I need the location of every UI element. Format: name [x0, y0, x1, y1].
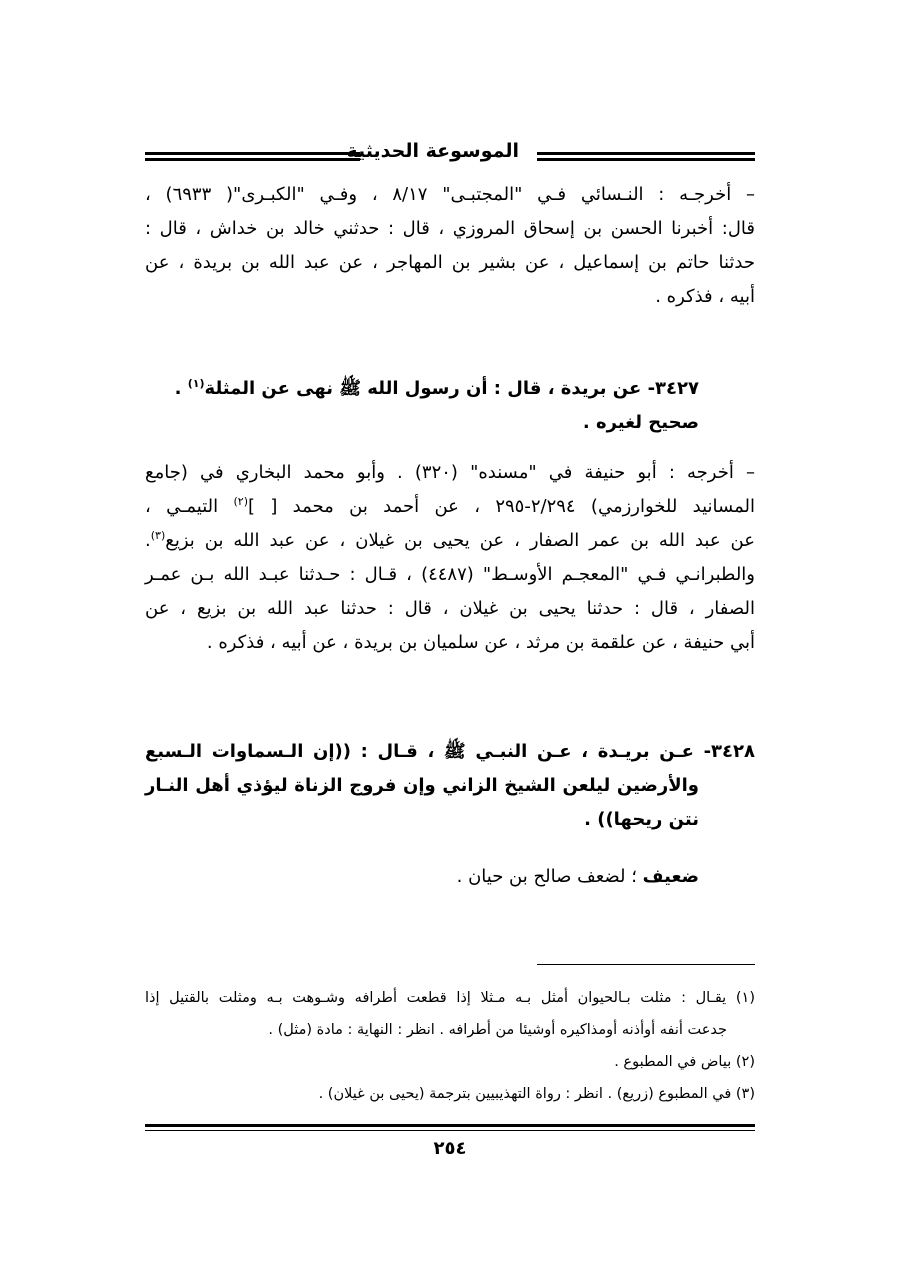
running-header-title: الموسوعة الحديثية — [343, 140, 524, 162]
footnote-separator — [537, 964, 755, 965]
footer-rule — [145, 1124, 755, 1131]
text-segment: عن عبد الله بن عمر الصفار ، عن يحيى بن غيلان ، عن عبد الله بن بزيع — [165, 530, 755, 551]
footnote-ref-2[interactable]: (٢) — [233, 495, 248, 508]
text-line: قال: أخبرنا الحسن بن إسحاق المروزي ، قال : حدثني خالد بن خداش ، قال : — [145, 218, 755, 239]
page-number: ٢٥٤ — [433, 1138, 467, 1159]
text-segment: . — [145, 530, 151, 551]
hadith-3427-grade: صحيح لغيره . — [582, 412, 699, 433]
footnote-ref-1[interactable]: (١) — [187, 377, 205, 390]
hadith-text-line: ٣٤٢٨- عـن بريـدة ، عـن النبـي ﷺ ، قـال : ((إن الـسماوات الـسبع — [145, 741, 755, 762]
hadith-3427-text: ٣٤٢٧- عن بريدة ، قال : أن رسول الله ﷺ نهى عن المثلة — [204, 378, 699, 399]
text-line: حدثنا حاتم بن إسماعيل ، عن بشير بن المهاجر ، عن عبد الله بن بريدة ، عن — [145, 252, 755, 273]
text-line: الصفار ، قال : حدثنا يحيى بن غيلان ، قال : حدثنا عبد الله بن بزيع ، عن — [145, 598, 755, 619]
text-segment: المسانيد للخوارزمي) ٢/٢٩٤-٢٩٥ ، عن أحمد بن محمد [ ] — [248, 496, 755, 517]
hadith-text — [145, 372, 755, 406]
text-segment: التيمـي ، — [145, 496, 234, 517]
grade-reason: ؛ لضعف صالح بن حيان . — [456, 866, 643, 887]
hadith-text-line: نتن ريحها)) . — [584, 809, 699, 830]
text-line — [145, 490, 755, 524]
footnote-1-continued: جدعت أنفه أوأذنه أومذاكيره أوشيئا من أطرافه . انظر : النهاية : مادة (مثل) . — [268, 1022, 727, 1038]
footnote-ref-3[interactable]: (٣) — [150, 529, 166, 542]
text-line: – أخرجه : أبو حنيفة في "مسنده" (٣٢٠) . وأبو محمد البخاري في (جامع — [145, 462, 755, 483]
takhrij-paragraph-1 — [145, 178, 755, 314]
header-rule-left — [145, 152, 360, 161]
text-line: أبي حنيفة ، عن علقمة بن مرثد ، عن سلميان بن بريدة ، عن أبيه ، فذكره . — [206, 632, 755, 653]
hadith-3427 — [145, 372, 755, 440]
text-line — [145, 524, 755, 558]
hadith-3428-grade — [145, 860, 755, 894]
header-rule-right — [537, 152, 755, 161]
text-line: – أخرجـه : النـسائي فـي "المجتبـى" ٨/١٧ ، وفـي "الكبـرى"( ٦٩٣٣) ، — [145, 184, 755, 205]
footnote-1: (١) يقـال : مثلت بـالحيوان أمثل بـه مـثلا إذا قطعت أطرافه وشـوهت بـه ومثلت بالقتيل إذا — [145, 990, 755, 1006]
running-header — [145, 140, 755, 176]
grade-line — [145, 860, 755, 894]
footnote-3: (٣) في المطبوع (زريع) . انظر : رواة التهذيبيين بترجمة (يحيى بن غيلان) . — [318, 1086, 755, 1102]
text-line: أبيه ، فذكره . — [655, 286, 755, 307]
takhrij-paragraph-2 — [145, 456, 755, 660]
footnote-2: (٢) بياض في المطبوع . — [614, 1054, 755, 1070]
grade-label: ضعيف — [642, 866, 699, 887]
hadith-3428 — [145, 735, 755, 837]
text-line: والطبرانـي فـي "المعجـم الأوسـط" (٤٤٨٧) ، قـال : حـدثنا عبـد الله بـن عمـر — [145, 564, 755, 585]
hadith-text-line: والأرضين ليلعن الشيخ الزاني وإن فروج الزناة ليؤذي أهل النـار — [145, 775, 699, 796]
footnotes — [145, 982, 755, 1110]
hadith-3427-end: . — [174, 378, 188, 399]
